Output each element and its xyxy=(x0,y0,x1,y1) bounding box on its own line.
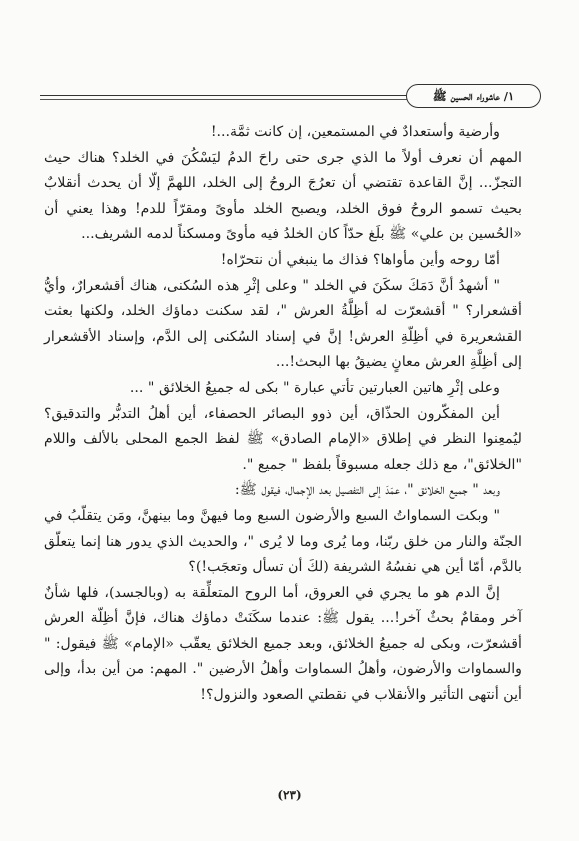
paragraph: وبعد " جميع الخلائق "، عمَدَ إلى التفصيل بعد الإجمال، فيقول ﷺ: xyxy=(234,482,500,499)
running-title: ١/ عاشوراء الحسين ﷺ xyxy=(406,84,541,108)
paragraph: " وبكت السماواتُ السبع والأرضون السبع وما فيهنَّ وما بينهنَّ، ومَن يتقلّبُ في الجنّة والنار من خلق ربّنا، وما يُرى وما لا يُرى "، والحديث الذي يدور هنا إنما يتعلّق بالدَّم، أمّا أين هي نفسُهُ الشريفة (لكَ أن تسأل وتعجَب!)؟ xyxy=(44,507,522,576)
paragraph: أين المفكّرون الحذّاق، أين ذوو البصائر الحصفاء، أين أهلُ التدبُّر والتدقيق؟ ليُمعِنوا النظر في إطلاق «الإمام الصادق» ﷺ لفظ الجمع المحلى بالألف واللام "الخلائق"، مع ذلك جعله مسبوقاً بلفظ " جميع ". xyxy=(44,405,522,473)
paragraph: وعلى إثْرِ هاتين العبارتين تأتي عبارة " بكى له جميعُ الخلائق " ... xyxy=(129,379,500,396)
page-number: (٢٣) xyxy=(277,788,302,802)
paragraph: وأرضية وأستعدادٌ في المستمعين، إن كانت ثمَّة...! xyxy=(210,124,500,140)
paragraph: " أشهدُ أنَّ دَمَكَ سكَنَ في الخلد " وعلى إثْرِ هذه السُكنى، هناك أقشعرارٌ، وأيُّ أقشعرار؟ " أقشعرّت له أظِلَّةُ العرش "، لقد سكنت دماؤك الخلد، ولكنها بعثت القشعريرة في أظِلّةِ العرش! إنَّ في إسناد السُكنى إلى الدَّم، وإسناد الأقشعرار إلى أظِلَّةِ العرش معانٍ يضيقُ بها البحث!... xyxy=(44,277,522,371)
body-text xyxy=(44,120,522,709)
paragraph: المهم أن نعرف أولاً ما الذي جرى حتى راحَ الدمُ ليَسْكُنَ في الخلد؟ هناك حيث التجزّ... إنَّ القاعدة تقتضي أن تعرُجَ الروحُ إلى الخلد، اللهمَّ إلّا أن يحدث أنقلابٌ بحيث تسمو الروحُ فوق الخلد، ويصبح الخلد مأوىً ومقرّاً للدم! وهذا يعني أن «الحُسين بن علي» ﷺ بلَغ حدّاً كان الخلدُ فيه مأوىً ومسكناً لدمه الشريف... xyxy=(44,149,522,243)
paragraph: أمّا روحه وأين مأواها؟ فذاك ما ينبغي أن نتحرّاه! xyxy=(220,251,500,268)
paragraph: إنَّ الدم هو ما يجري في العروق، أما الروح المتعلِّقة به (وبالجسد)، فلها شأنٌ آخر ومقامٌ بحثٌ آخر!... يقول ﷺ: عندما سكَنَتْ دماؤك هناك، فإنَّ أظِلّة العرش أقشعرّت، وبكى له جميعُ الخلائق، وبعد جميع الخلائق يعقّب «الإمام» ﷺ فيقول: " والسماوات والأرضون، وأهلُ السماوات وأهلُ الأرضين ". المهم: من أين بدأ، وإلى أين أنتهى التأثير والأنقلاب في نقطتي الصعود والنزول؟! xyxy=(44,584,522,704)
